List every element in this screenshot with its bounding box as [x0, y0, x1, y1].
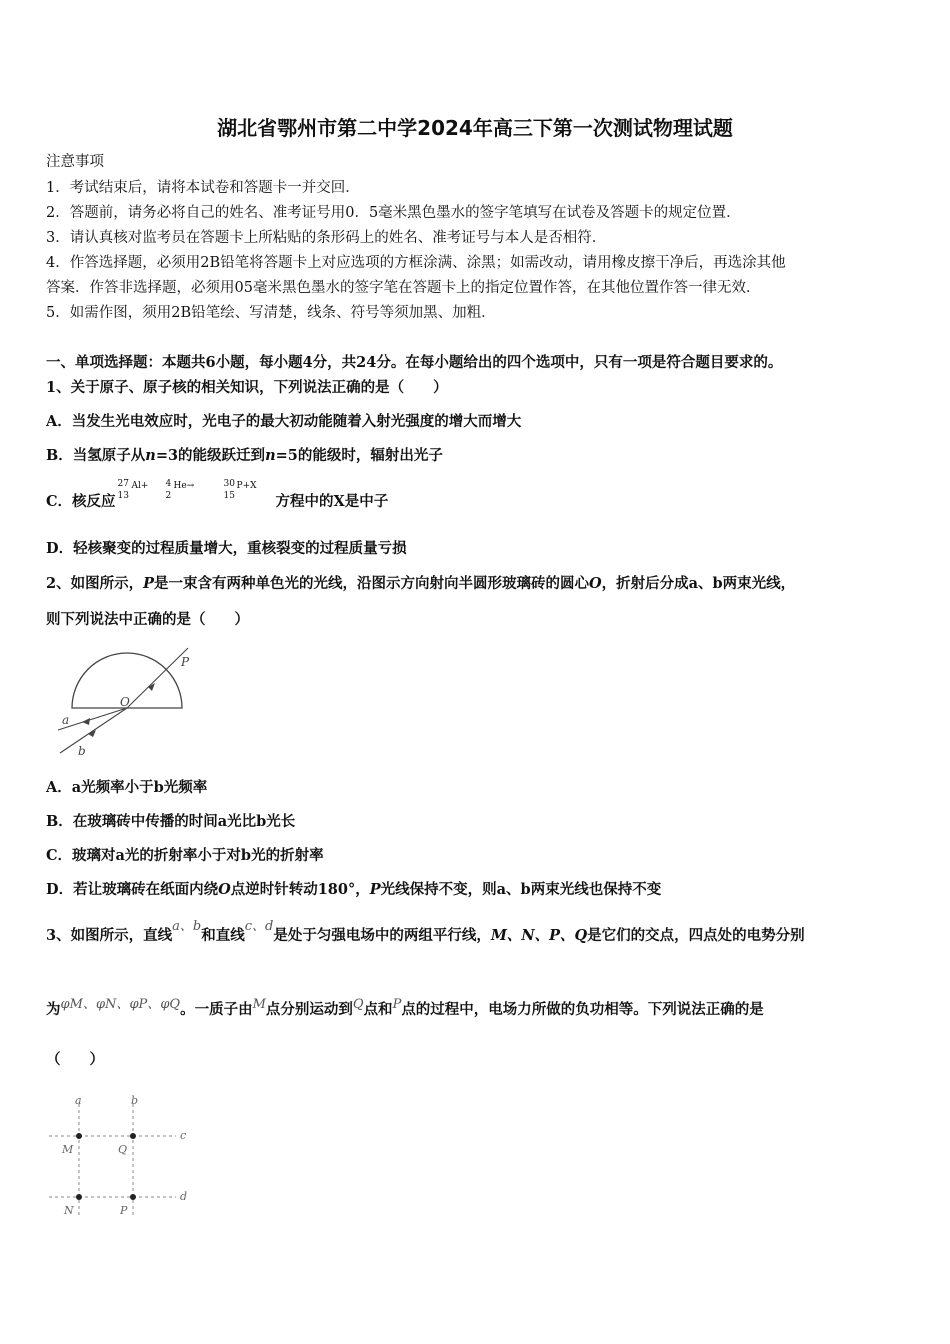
section-heading: 一、单项选择题：本题共6小题，每小题4分，共24分。在每小题给出的四个选项中，只有一项是符合题目要求的。 [46, 354, 783, 371]
point-p [130, 1194, 136, 1200]
point-q [130, 1133, 136, 1139]
page-title: 湖北省鄂州市第二中学2024年高三下第一次测试物理试题 [217, 116, 733, 140]
ray-a-arrow [82, 718, 90, 725]
notice-item-2: 2．答题前，请务必将自己的姓名、准考证号用0．5毫米黑色墨水的签字笔填写在试卷及答题卡的规定位置． [46, 205, 741, 221]
label-m: M [62, 1143, 74, 1156]
label-p: P [120, 1204, 128, 1217]
label-a: a [62, 713, 70, 727]
notice-item-4: 4．作答选择题，必须用2B铅笔将答题卡上对应选项的方框涂满、涂黑；如需改动，请用橡皮擦干净后，再选涂其他 [46, 255, 786, 271]
q1-stem: 1、关于原子、原子核的相关知识，下列说法正确的是（ ） [46, 379, 448, 396]
notice-item-4-cont: 答案．作答非选择题，必须用05毫米黑色墨水的签字笔在答题卡上的指定位置作答，在其他位置作答一律无效． [46, 280, 761, 296]
label-c: c [180, 1129, 187, 1142]
notice-item-5: 5．如需作图，须用2B铅笔绘、写清楚，线条、符号等须加黑、加粗． [46, 305, 496, 321]
q2-stem-line2: 则下列说法中正确的是（ ） [46, 611, 249, 628]
point-n [76, 1194, 82, 1200]
nuclear-equation: 27 13 Al+ 4 2 He→ 30 15 P+X [117, 479, 257, 501]
q1-option-d: D．轻核聚变的过程质量增大，重核裂变的过程质量亏损 [46, 540, 407, 557]
q3-stem-line1: 3、如图所示，直线a、b和直线c、d是处于匀强电场中的两组平行线，M、N、P、Q是它们的交点，四点处的电势分别 [46, 919, 805, 944]
q2-semicircle-figure [50, 640, 200, 765]
ray-b [60, 708, 127, 753]
q3-stem-line2: 为φM、φN、φP、φQ。一质子由M点分别运动到Q点和P点的过程中，电场力所做的负功相等。下列说法正确的是 [46, 997, 764, 1018]
q3-grid-figure [44, 1092, 194, 1222]
point-m [76, 1133, 82, 1139]
label-b: b [78, 744, 86, 758]
label-b: b [131, 1094, 139, 1107]
q1-option-a: A．当发生光电效应时，光电子的最大初动能随着入射光强度的增大而增大 [46, 413, 522, 430]
label-n: N [64, 1204, 74, 1217]
label-q: Q [118, 1143, 128, 1156]
notice-heading: 注意事项 [46, 154, 104, 170]
q2-stem-line1: 2、如图所示，P是一束含有两种单色光的光线，沿图示方向射向半圆形玻璃砖的圆心O，折射后分成a、b两束光线， [46, 575, 796, 592]
q2-option-a: A．a光频率小于b光频率 [46, 779, 208, 796]
q2-option-c: C．玻璃对a光的折射率小于对b光的折射率 [46, 847, 324, 864]
label-p: P [181, 655, 190, 669]
notice-item-1: 1．考试结束后，请将本试卷和答题卡一并交回． [46, 180, 360, 196]
label-a: a [75, 1094, 82, 1107]
q2-option-b: B．在玻璃砖中传播的时间a光比b光长 [46, 813, 296, 830]
label-o: O [120, 695, 130, 709]
q1-option-b: B．当氢原子从n=3的能级跃迁到n=5的能级时，辐射出光子 [46, 447, 443, 464]
q3-stem-line3: （ ） [46, 1051, 104, 1068]
notice-item-3: 3．请认真核对监考员在答题卡上所粘贴的条形码上的姓名、准考证号与本人是否相符． [46, 230, 607, 246]
label-d: d [180, 1190, 188, 1203]
q1-option-c: C．核反应 27 13 Al+ 4 2 He→ 30 15 P+X 方程中的X是中子 [46, 479, 389, 510]
incident-ray [127, 648, 188, 708]
q2-option-d: D．若让玻璃砖在纸面内绕O点逆时针转动180°，P光线保持不变，则a、b两束光线也保持不变 [46, 881, 662, 898]
